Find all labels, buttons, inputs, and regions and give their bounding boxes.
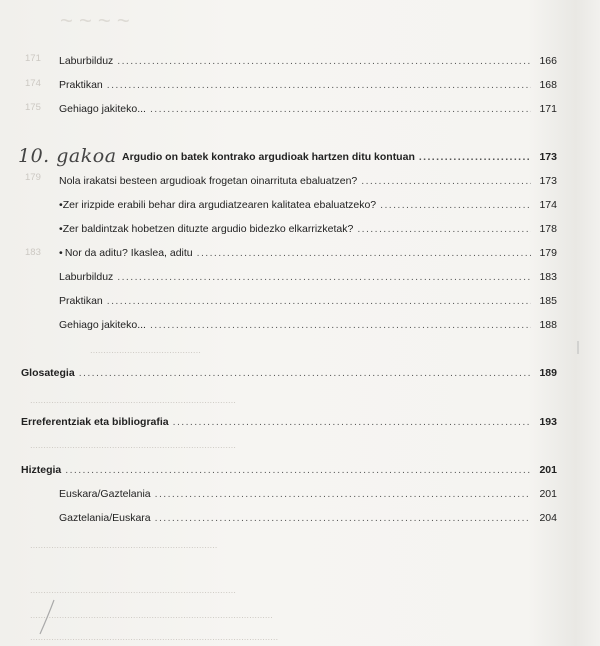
toc-entry[interactable]: [59, 174, 557, 188]
show-through-text: .......................................................................: [30, 540, 218, 551]
dot-leader: [155, 487, 531, 501]
show-through-text: ............................................................................................: [30, 610, 273, 621]
toc-entry[interactable]: [59, 54, 557, 68]
toc-subentry[interactable]: [59, 246, 557, 260]
toc-entry-page: 178: [539, 223, 557, 235]
show-through-text: ..............................................................................................: [30, 632, 279, 643]
section-title: Glosategia: [21, 367, 75, 379]
toc-entry-title: Nola irakatsi besteen argudioak frogetan oinarrituta ebaluatzen?: [59, 175, 358, 187]
pen-mark: [32, 598, 62, 638]
toc-entry[interactable]: [59, 102, 557, 116]
toc-entry-page: 174: [539, 199, 557, 211]
toc-section-erreferentziak[interactable]: [21, 415, 557, 429]
toc-entry-page: 204: [539, 512, 557, 524]
show-through-text: 171: [25, 53, 41, 64]
show-through-text: ..............................................................................: [30, 395, 236, 406]
toc-entry[interactable]: [59, 318, 557, 332]
show-through-text: 175: [25, 102, 41, 113]
dot-leader: [380, 198, 531, 212]
toc-entry-page: 183: [539, 271, 557, 283]
pen-mark: [574, 340, 582, 356]
toc-entry-page: 171: [539, 103, 557, 115]
section-title: Erreferentziak eta bibliografia: [21, 416, 169, 428]
dot-leader: [357, 222, 531, 236]
show-through-text: 183: [25, 247, 41, 258]
toc-entry-title: Zer irizpide erabili behar dira argudiatzearen kalitatea ebaluatzeko?: [62, 199, 377, 211]
toc-entry-page: 168: [539, 79, 557, 91]
dot-leader: [107, 78, 531, 92]
toc-entry[interactable]: [59, 511, 557, 525]
chapter-page: 173: [539, 151, 557, 163]
toc-entry-title: Laburbilduz: [59, 55, 114, 67]
dot-leader: [150, 318, 531, 332]
dot-leader: [419, 150, 531, 164]
toc-entry-title: Gehiago jakiteko...: [59, 319, 146, 331]
dot-leader: [197, 246, 531, 260]
toc-entry-title: Laburbilduz: [59, 271, 114, 283]
show-through-text: ..........................................: [90, 345, 201, 356]
toc-entry-title: Gaztelania/Euskara: [59, 512, 151, 524]
chapter-label: 10. gakoa: [18, 145, 117, 167]
section-page: 201: [539, 464, 557, 476]
section-page: 189: [539, 367, 557, 379]
toc-subentry[interactable]: [59, 198, 557, 212]
chapter-heading[interactable]: [122, 150, 557, 164]
dot-leader: [117, 270, 531, 284]
show-through-text: 179: [25, 172, 41, 183]
bullet-icon: •: [59, 199, 63, 211]
toc-entry-title: Gehiago jakiteko...: [59, 103, 146, 115]
toc-entry[interactable]: [59, 487, 557, 501]
dot-leader: [107, 294, 531, 308]
toc-entry-title: Euskara/Gaztelania: [59, 488, 151, 500]
toc-entry-title: Nor da aditu? Ikaslea, aditu: [64, 247, 193, 259]
toc-entry-title: Zer baldintzak hobetzen dituzte argudio bidezko elkarrizketak?: [62, 223, 354, 235]
toc-entry-page: 179: [539, 247, 557, 259]
show-through-text: ..............................................................................: [30, 585, 236, 596]
dot-leader: [361, 174, 531, 188]
show-through-mark: ~ ~ ~ ~: [60, 8, 130, 33]
toc-entry-page: 185: [539, 295, 557, 307]
toc-subentry[interactable]: [59, 222, 557, 236]
toc-entry-page: 188: [539, 319, 557, 331]
toc-entry[interactable]: [59, 294, 557, 308]
toc-section-hiztegia[interactable]: [21, 463, 557, 477]
toc-entry[interactable]: [59, 78, 557, 92]
toc-entry-page: 201: [539, 488, 557, 500]
show-through-text: ..............................................................................: [30, 440, 236, 451]
dot-leader: [117, 54, 531, 68]
section-page: 193: [539, 416, 557, 428]
toc-entry-page: 173: [539, 175, 557, 187]
dot-leader: [65, 463, 531, 477]
bullet-icon: •: [59, 247, 63, 259]
dot-leader: [150, 102, 531, 116]
toc-entry[interactable]: [59, 270, 557, 284]
toc-entry-title: Praktikan: [59, 295, 103, 307]
bullet-icon: •: [59, 223, 63, 235]
dot-leader: [155, 511, 531, 525]
show-through-text: 174: [25, 78, 41, 89]
section-title: Hiztegia: [21, 464, 62, 476]
toc-entry-page: 166: [539, 55, 557, 67]
toc-entry-title: Praktikan: [59, 79, 103, 91]
dot-leader: [173, 415, 531, 429]
toc-section-glosategia[interactable]: [21, 366, 557, 380]
dot-leader: [79, 366, 531, 380]
chapter-title: Argudio on batek kontrako argudioak hartzen ditu kontuan: [122, 151, 415, 163]
